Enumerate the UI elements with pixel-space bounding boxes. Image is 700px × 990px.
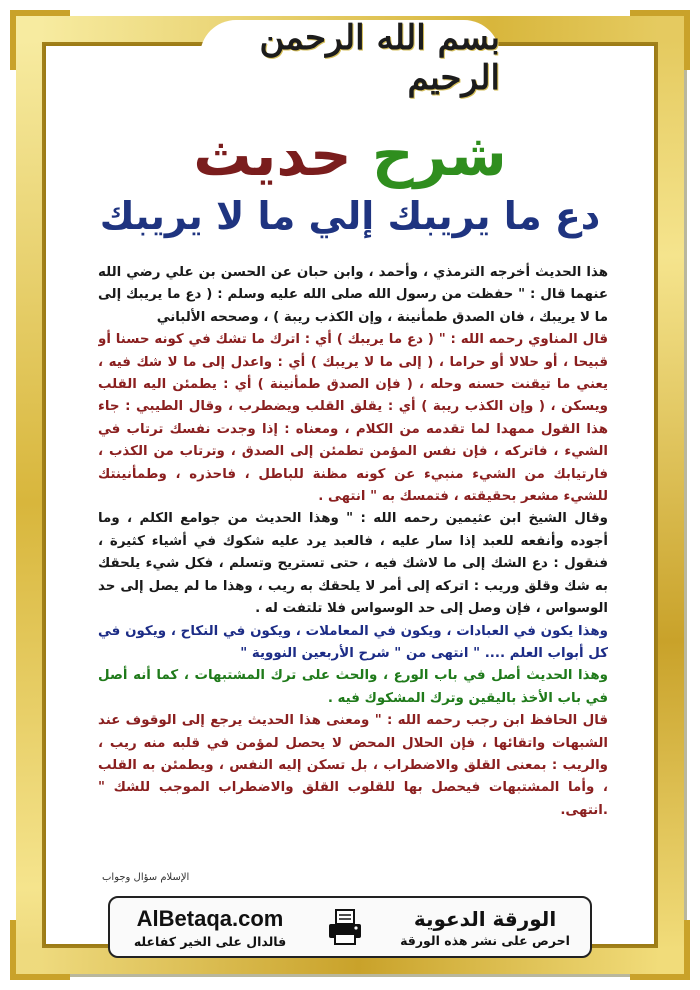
footer-banner (108, 896, 592, 958)
paragraph-munawi: قال المناوي رحمه الله : " ( دع ما يريبك ) أي : اترك ما تشك في كونه حسنا أو قبيحا ، أو حلالا أو حراما ، ( إلى ما لا يريبك ) أي : واعدل إلى ما لا شك فيه ، يعني ما تيقنت حسنه وحله ، ( فإن الصدق طمأنينة ) أي : يطمئن اليه القلب ويسكن ، ( وإن الكذب ريبة ) أي : يقلق القلب ويضطرب ، وقال الطيبي : جاء هذا القول ممهدا لما تقدمه من الكلام ، ومعناه : إذا وجدت نفسك ترتاب في الشيء ، فاتركه ، فإن نفس المؤمن تطمئن إلى الصدق ، وترتاب من الكذب ، فارتيابك من الشيء منبيء عن كونه مظنة للباطل ، فاحذره ، وطمأنينتك للشيء مشعر بحقيقته ، فتمسك به " انتهى . (98, 332, 608, 505)
printer-icon (310, 907, 380, 947)
footer-brand: الورقة الدعوية (413, 906, 557, 931)
page-subtitle: دع ما يريبك إلي ما لا يريبك (99, 194, 601, 238)
paragraph-hadith-source: هذا الحديث أخرجه الترمذي ، وأحمد ، وابن حبان عن الحسن بن علي رضي الله عنهما قال : " حفظت من رسول الله صلى الله عليه وسلم : ( دع ما يريبك إلى ما لا يريبك ، فان الصدق طمأنينة ، وإن الكذب ريبة ) ، وصححه الألباني (98, 265, 608, 325)
site-link[interactable]: AlBetaqa.com (136, 905, 284, 931)
footer-site-block (110, 906, 310, 949)
footer-brand-block (380, 907, 590, 948)
footer-tagline: فالدال على الخير كفاعله (133, 933, 287, 949)
paragraph-ibn-rajab: قال الحافظ ابن رجب رحمه الله : " ومعنى هذا الحديث يرجع إلى الوقوف عند الشبهات واتقائها ، فإن الحلال المحض لا يحصل لمؤمن في قلبه منه ريب ، والريب : بمعنى القلق والاضطراب ، بل تسكن إليه النفس ، ويطمئن به القلب ، وأما المشتبهات فيحصل بها للقلوب القلق والاضطراب الموجب للشك " .انتهى. (98, 713, 608, 818)
page-title (60, 120, 640, 190)
source-credit: الإسلام سؤال وجواب (102, 872, 190, 883)
basmala-calligraphy: بسم الله الرحمن الرحيم (200, 20, 500, 96)
paragraph-applications: وهذا يكون في العبادات ، ويكون في المعاملات ، ويكون في النكاح ، ويكون في كل أبواب العلم .... " انتهى من " شرح الأربعين النووية " (98, 623, 608, 661)
title-word-sharh: شرح (371, 121, 507, 189)
paragraph-wara: وهذا الحديث أصل في باب الورع ، والحث على ترك المشتبهات ، كما أنه أصل في باب الأخذ باليقين وترك المشكوك فيه . (98, 668, 608, 706)
title-word-hadith: حديث (193, 121, 352, 189)
paragraph-uthaymeen: وقال الشيخ ابن عثيمين رحمه الله : " وهذا الحديث من جوامع الكلم ، وما أجوده وأنفعه للعبد إذا سار عليه ، فالعبد يرد عليه شكوك في أشياء كثيرة ، فنقول : دع الشك إلى ما لاشك فيه ، حتى تستريح وتسلم ، فكل شيء يلحقك به شك وقلق وريب : اتركه إلى أمر لا يلحقك به ريب ، وهذا ما لم يصل إلى حد الوسواس ، فإن وصل إلى حد الوسواس فلا تلتفت له . (98, 511, 608, 617)
footer-cta: احرص على نشر هذه الورقة (400, 932, 570, 948)
article-body (98, 262, 608, 868)
